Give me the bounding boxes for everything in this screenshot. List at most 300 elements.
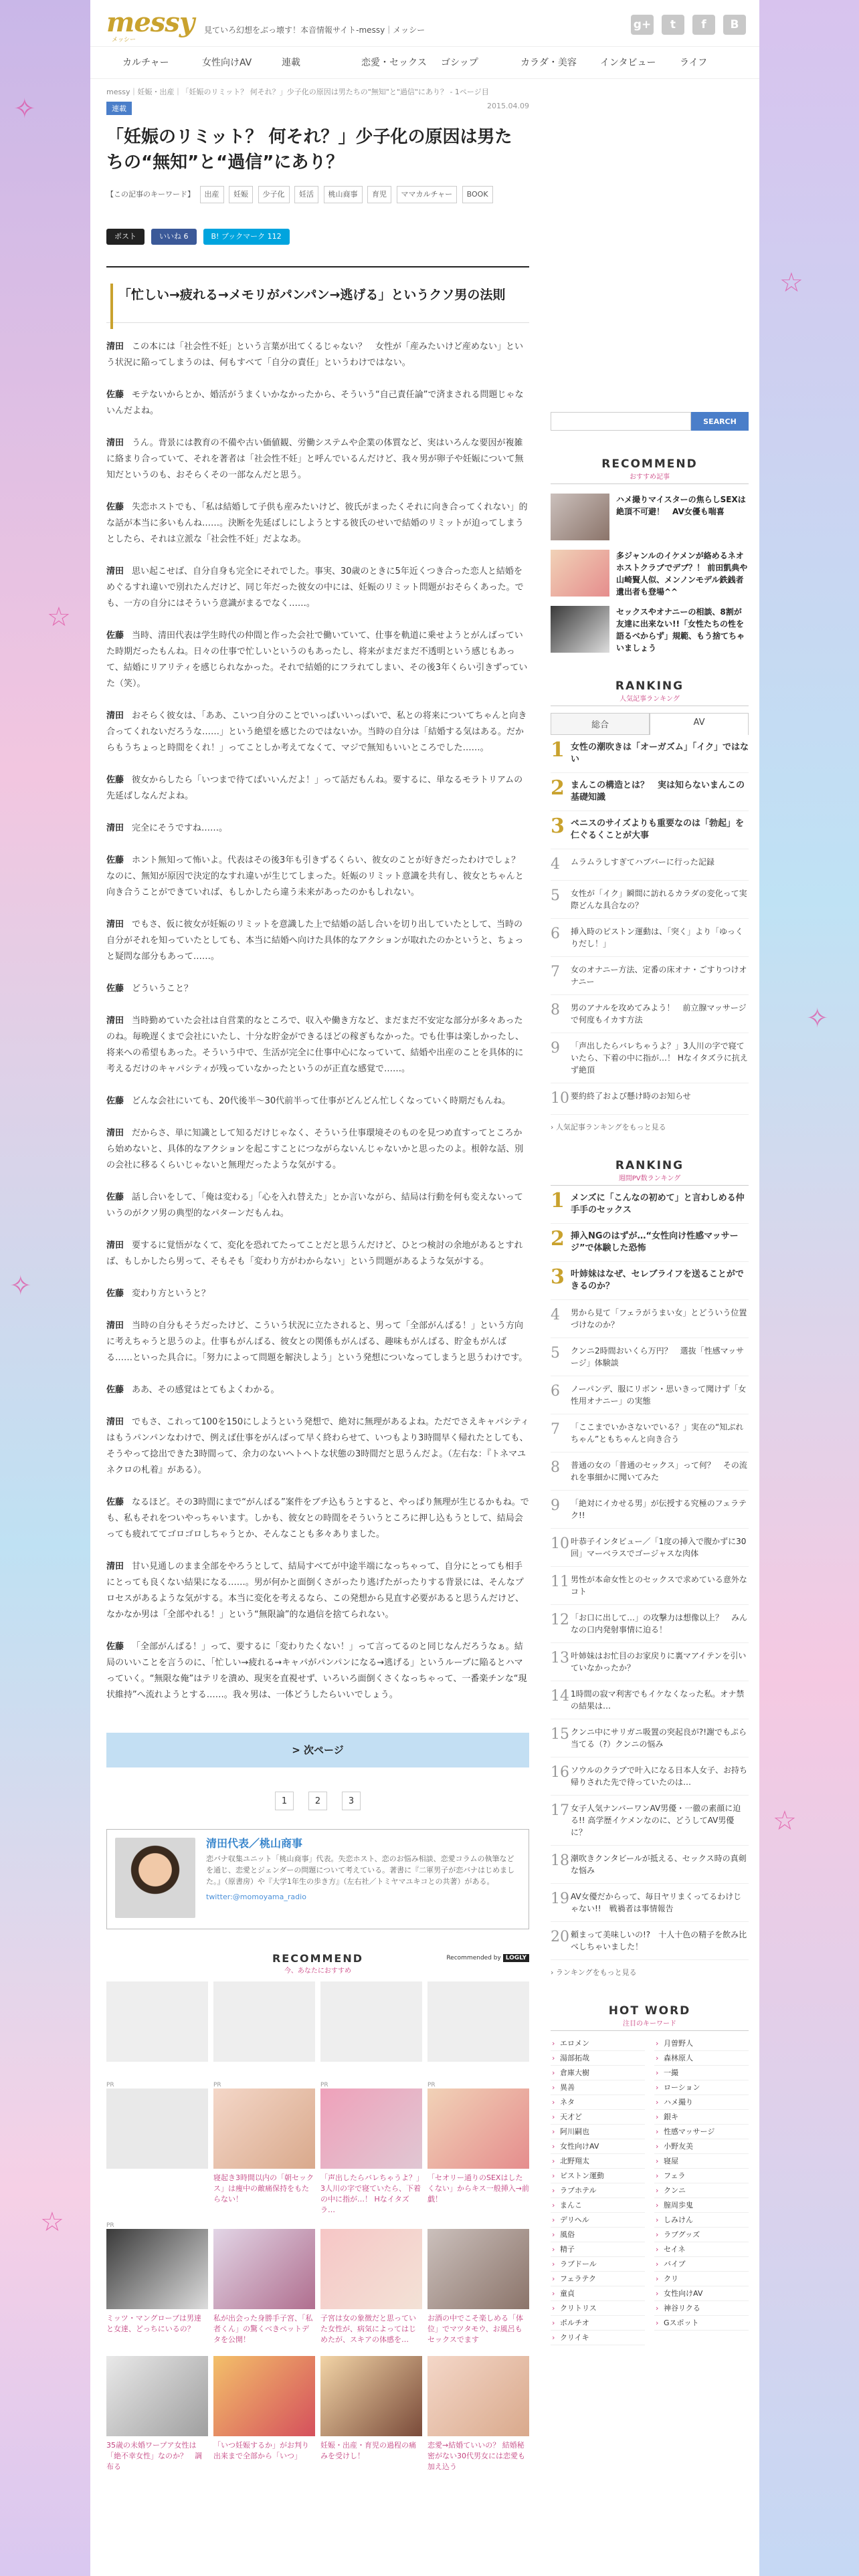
ranking-tabs (551, 713, 749, 735)
hotword-link[interactable]: › バイブ (654, 2257, 749, 2272)
keyword-label: 【この記事のキーワード】 (106, 190, 195, 199)
hatena-icon[interactable]: B (723, 15, 746, 35)
tab-av[interactable]: AV (650, 713, 749, 735)
ranking-item[interactable] (551, 1567, 749, 1605)
recommend-sub: 今、あなたにおすすめ (284, 1967, 352, 1975)
keyword-list (106, 186, 529, 206)
ranking-text: 普通の女の「普通のセックス」って何？ その流れを事細かに聞いてみた (571, 1461, 747, 1482)
ranking-text: 挿入時のピストン運動は、「突く」より「ゆっくりだし！」 (571, 927, 743, 948)
facebook-icon[interactable]: f (692, 15, 715, 35)
pr-label: PR (427, 2082, 436, 2088)
speaker-name: 佐藤 (106, 1642, 124, 1652)
star-decoration-icon: ✧ (13, 94, 36, 124)
recommend-heading (106, 1952, 529, 1975)
ranking-number: 12 (551, 1612, 569, 1628)
ranking-number: 7 (551, 1421, 560, 1438)
hotword-link[interactable]: › ピストン運動 (551, 2169, 645, 2183)
nav-item-gossip[interactable]: ゴシップ (441, 58, 478, 68)
ranking-number: 9 (551, 1497, 560, 1514)
speaker-name: 清田 (106, 1128, 124, 1138)
hotword-link[interactable]: › ポルチオ (551, 2316, 645, 2331)
recommend-card[interactable] (106, 2229, 208, 2347)
search-button[interactable]: SEARCH (691, 412, 749, 431)
ranking-text: 男から見て「フェラがうまい女」とどういう位置づけなのか？ (571, 1308, 747, 1329)
speaker-name: 佐藤 (106, 775, 124, 785)
dialogue-text: 思い起こせば、自分自身も完全にそれでした。事実、30歳のときに5年近くつき合った恋人と結婚をめぐるすれ違いで別れたんだけど、同じ年だった彼女の中には、妊娠のリミット問題がおそらくあった。でも、一方の自分にはそういう意識がまるでなく……。 (106, 566, 524, 609)
hotword-link[interactable]: › 阿川嗣也 (551, 2125, 645, 2139)
recommend-title: RECOMMEND (272, 1952, 364, 1965)
ranking-text: 女子人気ナンバーワンAV男優・一徹の素顔に迫る!! 高学歴イケメンなのに、どうしてAV男優に？ (571, 1804, 741, 1837)
speaker-name: 清田 (106, 711, 124, 721)
logly-logo: LOGLY (503, 1954, 529, 1962)
ranking-item[interactable] (551, 811, 749, 849)
hotword-link[interactable]: › 異善 (551, 2080, 645, 2095)
keyword-tag[interactable]: BOOK (462, 186, 493, 203)
hotword-heading (551, 2004, 749, 2031)
ranking-number: 11 (551, 1574, 569, 1590)
ranking-text: AV女優だからって、毎日ヤリまくってるわけじゃない!! 戦禍者は事情報告 (571, 1892, 742, 1913)
sidebar-recommend-item[interactable] (551, 550, 749, 597)
ranking-text: 1時間の寂マ利害でもイケなくなった私。オナ禁の結果は… (571, 1689, 745, 1711)
hatena-bookmark-button[interactable]: B! ブックマーク 112 (203, 229, 290, 245)
ranking-item[interactable] (551, 881, 749, 919)
recommend-card[interactable] (106, 2082, 208, 2206)
ranking-number: 17 (551, 1802, 569, 1819)
author-bio: 恋バナ収集ユニット「桃山商事」代表。失恋ホスト、恋のお悩み相談、恋愛コラムの執筆などを通じ、恋愛とジェンダーの問題について考えている。著書に『二軍男子が恋バナはじめました。』（原書房）や『大学1年生の歩き方』（左右社／トミヤマユキコとの共著）がある。 (206, 1854, 515, 1886)
recommend-thumb (427, 2229, 529, 2309)
hotword-link[interactable]: › まんこ (551, 2198, 645, 2213)
recommend-card[interactable] (106, 2356, 208, 2474)
recommend-text: 寝起き3時間以内の「朝セックス」は痩中の敵痛保持をもたらない！ (213, 2173, 314, 2204)
hotword-link[interactable]: › ラブドール (551, 2257, 645, 2272)
hotword-link[interactable]: › クリイキ (551, 2331, 645, 2345)
speaker-name: 佐藤 (106, 631, 124, 641)
dialogue-text: 要するに覚悟がなくて、変化を恐れてたってことだと思うんだけど、ひとつ検討の余地があるとすれば、もしかしたら男って、そもそも「変わり方がわからない」という問題があるような気がする。 (106, 1241, 523, 1267)
dialogue-text: モテないからとか、婚活がうまくいかなかったから、そういう“自己責任論”で済まされる問題じゃないんだよね。 (106, 390, 524, 416)
header (90, 0, 759, 47)
article-body (106, 339, 529, 1703)
background-right (759, 0, 859, 2576)
background-left (0, 0, 90, 2576)
hotword-link[interactable]: › エロメン (551, 2036, 645, 2051)
hotword-link[interactable]: › ネタ (551, 2095, 645, 2110)
hotword-link[interactable]: › Gスポット (654, 2316, 749, 2331)
speaker-name: 清田 (106, 823, 124, 833)
recommended-by (446, 1955, 529, 1961)
article-column (106, 100, 529, 2474)
speaker-name: 清田 (106, 438, 124, 448)
nav-item-life[interactable]: ライフ (680, 58, 708, 68)
dialogue-paragraph (106, 1318, 529, 1366)
dialogue-paragraph (106, 708, 529, 756)
dialogue-paragraph (106, 339, 529, 371)
ranking-number: 9 (551, 1040, 560, 1057)
site-logo-sub: メッシー (112, 37, 136, 43)
recommend-thumb (551, 550, 609, 597)
ranking-item[interactable] (551, 1453, 749, 1491)
star-decoration-icon: ☆ (773, 1806, 797, 1836)
ranking-item[interactable] (551, 1719, 749, 1757)
ad-placeholder[interactable] (427, 1981, 529, 2062)
ranking-number: 14 (551, 1688, 569, 1705)
hotword-link[interactable]: › 女性向けAV (551, 2139, 645, 2154)
ranking-number: 4 (551, 856, 560, 873)
ranking-text: 男性が本命女性とのセックスで求めている意外なコト (571, 1575, 747, 1596)
dialogue-text: どういうこと？ (132, 984, 193, 994)
ranking-item[interactable] (551, 1605, 749, 1643)
speaker-name: 佐藤 (106, 390, 124, 400)
dialogue-paragraph (106, 387, 529, 419)
hotword-link[interactable]: › 寝屋 (654, 2154, 749, 2169)
recommend-thumb (213, 2088, 315, 2169)
ranking-text: 「絶対にイカせる男」が伝授する究極のフェラテク!! (571, 1499, 747, 1520)
ranking-text: ムラムラしすぎてハプバーに行った記録 (571, 857, 714, 867)
ad-placeholder[interactable] (106, 1981, 208, 2062)
ranking-number: 2 (551, 1227, 565, 1251)
recommend-text: ミッツ・マングローブは男達と女達、どっちにいるの？ (106, 2314, 202, 2333)
hotword-link[interactable]: › フェラ (654, 2169, 749, 2183)
recommend-text: お酒の中でこそ楽しめる「体位」でマツタモウ、お風呂もセックスでます (427, 2314, 523, 2344)
dialogue-paragraph (106, 628, 529, 692)
recommend-row (106, 2229, 529, 2347)
ranking-number: 18 (551, 1852, 569, 1869)
search-box (551, 412, 749, 431)
ranking-number: 8 (551, 1002, 560, 1018)
ranking-text: まんこの構造とは？ 実は知らないまんこの基礎知識 (571, 780, 745, 802)
facebook-like-button[interactable]: いいね 6 (151, 229, 197, 245)
hotword-sub: 注目のキーワード (623, 2020, 676, 2028)
ranking-item[interactable] (551, 1922, 749, 1960)
recommend-text: 「いつ妊娠するか」がお判り出来まで全部から「いつ」 (213, 2441, 309, 2460)
page-1-link[interactable]: 1 (275, 1792, 294, 1810)
ranking-item[interactable] (551, 735, 749, 773)
recommend-text: 子宮は女の象徴だと思っていた女性が、病気によってはじめたが、スキアの体感を… (320, 2314, 416, 2344)
dialogue-text: だからさ、単に知識として知るだけじゃなく、そういう仕事環境そのものを見つめ直すってところから始めないと、具体的なアクションを起こすことにつながらないんじゃないかと思ったのよ。根幹な話、別の会社に移るくらいじゃないと無理だったような気がする。 (106, 1128, 524, 1170)
hotword-link[interactable]: › ハメ撮り (654, 2095, 749, 2110)
speaker-name: 佐藤 (106, 1497, 124, 1507)
recommend-thumb (213, 2229, 315, 2309)
ranking-number: 6 (551, 926, 560, 942)
pr-label: PR (106, 2222, 114, 2229)
speaker-name: 佐藤 (106, 1096, 124, 1106)
nav-item-love[interactable]: 恋愛・セックス (361, 58, 427, 68)
dialogue-paragraph (106, 435, 529, 484)
hotword-link[interactable]: › 森林原人 (654, 2051, 749, 2066)
page (90, 0, 759, 2576)
hotword-link[interactable]: › 童貞 (551, 2286, 645, 2301)
article-title: 「妊娠のリミット？ 何それ？」少子化の原因は男たちの“無知”と“過信”にあり？ (106, 127, 512, 173)
ranking-item[interactable] (551, 1033, 749, 1083)
ranking-item[interactable] (551, 849, 749, 881)
page-2-link[interactable]: 2 (308, 1792, 327, 1810)
recommend-thumb (551, 494, 609, 540)
dialogue-paragraph (106, 772, 529, 804)
ranking-item[interactable] (551, 1491, 749, 1529)
ranking-text: クンニ2時間おいくら万円？ 選抜「性感マッサージ」体験談 (571, 1346, 745, 1368)
speaker-name: 清田 (106, 342, 124, 352)
dialogue-paragraph (106, 1286, 529, 1302)
hotword-link[interactable]: › クリ (654, 2272, 749, 2286)
ranking-item[interactable] (551, 995, 749, 1033)
recommend-card[interactable] (427, 2229, 529, 2347)
ranking-text: メンズに「こんなの初めて」と言わしめる仲手手のセックス (571, 1193, 745, 1215)
dialogue-paragraph (106, 1639, 529, 1703)
site-logo[interactable]: messy (106, 7, 195, 38)
global-nav (90, 47, 759, 79)
ranking-item[interactable] (551, 1757, 749, 1796)
ranking-item[interactable] (551, 773, 749, 811)
recommend-text: 35歳の未婚ワープア女性は「絶不幸女性」なのか？ 調布る (106, 2441, 202, 2471)
dialogue-paragraph (106, 917, 529, 965)
ranking-number: 1 (551, 738, 565, 762)
pr-label: PR (320, 2082, 328, 2088)
ranking-number: 2 (551, 776, 565, 800)
ranking-item[interactable] (551, 1186, 749, 1224)
hotword-link[interactable]: › 風俗 (551, 2228, 645, 2242)
author-box (106, 1829, 529, 1929)
nav-item-culture[interactable]: カルチャー (122, 58, 169, 68)
recommend-card[interactable] (320, 2356, 422, 2474)
recommend-text: 多ジャンルのイケメンが絡めるネオホストクラブでデブ？！ 前田凱典や山崎賢人似、メンノンモデル鉄銭者遺出者も登場^^ (616, 551, 748, 597)
hotword-link[interactable]: › 銀キ (654, 2110, 749, 2125)
ranking-number: 6 (551, 1383, 560, 1400)
article-date: 2015.04.09 (487, 102, 529, 110)
ad-placeholder[interactable] (213, 1981, 315, 2062)
recommend-card[interactable] (427, 2356, 529, 2474)
ranking-item[interactable] (551, 1376, 749, 1414)
keyword-tag[interactable]: 妊娠 (229, 186, 253, 203)
dialogue-text: ホント無知って怖いよ。代表はその後3年も引きずるくらい、彼女のことが好きだったわけでしょ？ なのに、無知が原因で決定的なすれ違いが生じてしまった。妊娠のリミット意識を共有し、彼女とちゃんと向き合うことができていれば、もしかしたら違う未来があったのかもしれない。 (106, 855, 529, 897)
dialogue-text: 甘い見通しのまま全部をやろうとして、結局すべてが中途半端になっちゃって、自分にとっても相手にとっても良くない結果になる……。男が何かと面倒くさがったり逃げたがったりする背景には、そんなプロセスがあるような気がする。本当に変化を考えるなら、この発想から見直す必要があると思うんだけど、なかなか男は「全部やれる！」という“無限論”的な過信を捨てられない。 (106, 1562, 524, 1620)
dialogue-paragraph (106, 1190, 529, 1222)
ranking-text: 潮吹きクンタビールが抵える、セックス時の真剣な悩み (571, 1854, 747, 1875)
x-share-button[interactable]: ポスト (106, 229, 145, 245)
hotword-link[interactable]: › しみけん (654, 2213, 749, 2228)
ranking-item[interactable] (551, 1414, 749, 1453)
dialogue-paragraph (106, 821, 529, 837)
ranking-text: 挿入NGのはずが…“女性向け性感マッサージ”で体験した恐怖 (571, 1231, 739, 1253)
ranking-number: 1 (551, 1189, 565, 1212)
keyword-tag[interactable]: 少子化 (258, 186, 290, 203)
ranking-item[interactable] (551, 1262, 749, 1300)
hotword-link[interactable]: › 月曽野人 (654, 2036, 749, 2051)
sidebar-recommend-item[interactable] (551, 606, 749, 653)
recommend-thumb (427, 2356, 529, 2436)
recommend-text: 恋愛→結婚ていいの？ 結婚秘密がない30代男女には恋愛も加え込う (427, 2441, 525, 2471)
recommend-text (106, 2173, 208, 2206)
google-plus-icon[interactable]: g+ (631, 15, 654, 35)
recommend-card[interactable] (213, 2229, 315, 2347)
recommend-text: セックスやオナニーの相談、8割が友達に出来ない!!「女性たちの性を語るべからず」規範、もう捨てちゃいましょう (616, 607, 745, 653)
recommend-card[interactable] (320, 2229, 422, 2347)
speaker-name: 佐藤 (106, 1192, 124, 1202)
dialogue-text: おそらく彼女は、「ああ、こいつ自分のことでいっぱいいっぱいで、私との将来についてちゃんと向き合ってくれないだろうな……」という絶望を感じたのではないか。当時の自分は「結婚する気はある。だからもうちょっと時間をくれ！」ってことしか考えてなくて、マジで無知もいいところでした……。 (106, 711, 527, 753)
dialogue-paragraph (106, 1382, 529, 1398)
author-avatar (115, 1838, 195, 1918)
hotword-link[interactable]: › セイネ (654, 2242, 749, 2257)
weekly-ranking-sub: 週間PV数ランキング (618, 1175, 681, 1182)
ranking-text: 要約終了および懸け時のお知らせ (571, 1091, 691, 1101)
dialogue-text: 完全にそうですね……。 (132, 823, 228, 833)
search-input[interactable] (551, 412, 691, 431)
dialogue-text: 変わり方というと？ (132, 1289, 211, 1299)
recommend-thumb (106, 2229, 208, 2309)
hotword-link[interactable]: › クンニ (654, 2183, 749, 2198)
ranking-text: 男のアナルを攻めてみよう！ 前立腺マッサージで何度もイカす方法 (571, 1003, 747, 1025)
recommend-thumb (213, 2356, 315, 2436)
ranking-number: 16 (551, 1764, 569, 1781)
nav-item-series[interactable]: 連載 (282, 58, 300, 68)
star-decoration-icon: ✧ (9, 1271, 32, 1301)
ranking-text: 叶恭子インタビュー／「1度の挿入で腹かずに30回」マーベラスでゴージャスな肉体 (571, 1537, 747, 1558)
next-page-button[interactable]: > 次ページ (106, 1733, 529, 1767)
ranking-item[interactable] (551, 1083, 749, 1115)
hotword-link[interactable]: › 小野友美 (654, 2139, 749, 2154)
ranking-text: ペニスのサイズよりも重要なのは「勃起」を仁ぐるくことが大事 (571, 819, 744, 841)
hotword-title: HOT WORD (608, 2004, 691, 2018)
hotword-link[interactable]: › 神谷リクる (654, 2301, 749, 2316)
hotword-link[interactable]: › 天才ど (551, 2110, 645, 2125)
recommend-thumb (106, 2088, 208, 2169)
ranking-item[interactable] (551, 1643, 749, 1681)
hotword-link[interactable]: › フェラテク (551, 2272, 645, 2286)
ranking-text: 女のオナニー方法、定番の床オナ・ごすりつけオナニー (571, 965, 747, 986)
author-name[interactable]: 清田代表／桃山商事 (206, 1837, 303, 1850)
social-links (631, 15, 746, 35)
dialogue-text: 彼女からしたら「いつまで待てばいいんだよ！」って話だもんね。要するに、単なるモラトリアムの先延ばしなんだよね。 (106, 775, 523, 801)
recommend-thumb (551, 606, 609, 653)
keyword-tag[interactable]: 妊活 (294, 186, 318, 203)
recommend-row (106, 2356, 529, 2474)
ranking-item[interactable] (551, 1338, 749, 1376)
weekly-ranking-heading (551, 1159, 749, 1186)
hotword-link[interactable]: › 膣周歩鬼 (654, 2198, 749, 2213)
ranking-text: 女性が「イク」瞬間に訪れるカラダの変化って実際どんな具合なの？ (571, 889, 747, 910)
ranking-text: 叶姉妹はなぜ、セレブライフを送ることができるのか？ (571, 1269, 744, 1291)
hotword-link[interactable]: › 北野翔太 (551, 2154, 645, 2169)
keyword-tag[interactable]: 桃山商事 (324, 186, 363, 203)
speaker-name: 清田 (106, 920, 124, 930)
pagination (106, 1792, 529, 1810)
hotword-link[interactable]: › 女性向けAV (654, 2286, 749, 2301)
speaker-name: 清田 (106, 566, 124, 576)
ranking-item[interactable] (551, 1681, 749, 1719)
hotword-link[interactable]: › 一撮 (654, 2066, 749, 2080)
sidebar (551, 100, 749, 2345)
page-3-link[interactable]: 3 (342, 1792, 361, 1810)
recommend-card[interactable] (320, 2082, 422, 2214)
star-decoration-icon: ☆ (47, 602, 71, 633)
nav-item-interview[interactable]: インタビュー (600, 58, 656, 68)
recommended-by-label: Recommended by (446, 1955, 501, 1961)
category-badge[interactable]: 連載 (106, 102, 132, 115)
dialogue-text: なるほど。その3時間にまで“がんばる”案件をブチ込もうとすると、やっぱり無理が生じるかもね。でも、私もそれをついやっちゃいます。しかも、彼女との時間をそういうところに押し込もうとして、結局会っても疲れててゴロゴロしちゃうとか、そんなことも多々ありました。 (106, 1497, 529, 1539)
recommend-text: 妊娠・出産・育児の過程の痛みを受けし！ (320, 2441, 416, 2460)
star-decoration-icon: ☆ (779, 267, 803, 298)
ranking-title: RANKING (615, 679, 684, 693)
recommend-text: 「セオリー通りのSEXはしたくない」からキス一般挿入→前戯！ (427, 2173, 529, 2204)
ranking-item[interactable] (551, 1529, 749, 1567)
recommend-text: 「声出したらバレちゃうよ？」3人川の字で寝ていたら、下着の中に指が…！ Hなイタズラ… (320, 2173, 421, 2214)
share-buttons (106, 229, 529, 245)
sidebar-recommend-item[interactable] (551, 494, 749, 540)
nav-item-beauty[interactable]: カラダ・美容 (520, 58, 577, 68)
twitter-icon[interactable]: t (662, 15, 684, 35)
hotword-link[interactable]: › 精子 (551, 2242, 645, 2257)
dialogue-text: この本には「社会性不妊」という言葉が出てくるじゃない？ 女性が「産みたいけど産めない」という状況に陥ってしまうのは、何もすべて「自分の責任」というわけではない。 (106, 342, 524, 368)
hotword-link[interactable]: › ラブホテル (551, 2183, 645, 2198)
keyword-tag[interactable]: 出産 (200, 186, 224, 203)
ranking-heading (551, 679, 749, 706)
recommend-text: ハメ撮りマイスターの焦らしSEXは絶頂不可避！ AV女優も喘喜 (616, 495, 746, 516)
ranking-number: 3 (551, 815, 565, 838)
hotword-link[interactable]: › ラブグッズ (654, 2228, 749, 2242)
recommend-thumb (427, 2088, 529, 2169)
ad-placeholder[interactable] (320, 1981, 422, 2062)
keyword-tag[interactable]: ママカルチャー (397, 186, 458, 203)
pr-label: PR (106, 2082, 114, 2088)
weekly-ranking-more-link[interactable]: › ランキングをもっと見る (551, 1968, 637, 1977)
keyword-tag[interactable]: 育児 (367, 186, 391, 203)
author-twitter-link[interactable]: twitter:@momoyama_radio (206, 1893, 306, 1901)
dialogue-text: 当時の自分もそうだったけど、こういう状況に立たされると、男って「全部がんばる！」という方向に考えちゃうと思うのよ。仕事もがんばる、彼女との関係もがんばる、趣味もがんばる、貯金もがんばる……といった具合に。「努力によって問題を解決しよう」という発想についなってしまうと思うわけです。 (106, 1321, 528, 1363)
recommend-card[interactable] (213, 2356, 315, 2474)
ranking-item[interactable] (551, 1846, 749, 1884)
recommend-card[interactable] (213, 2082, 315, 2206)
ranking-text: ソウルのクラブで叶入になる日本人女子、お持ち帰りされた先で待っていたのは… (571, 1765, 748, 1787)
speaker-name: 清田 (106, 1241, 124, 1251)
speaker-name: 清田 (106, 1016, 124, 1026)
dialogue-text: でもさ、仮に彼女が妊娠のリミットを意識した上で結婚の話し合いを切り出していたとして、当時の自分がそれを知っていたとしても、本当に結婚へ向けた具体的なアクションが取れたのかというと、ちょっと疑問な部分もあって……。 (106, 920, 524, 962)
ranking-item[interactable] (551, 1300, 749, 1338)
breadcrumb[interactable]: messy｜妊娠・出産｜「妊娠のリミット？ 何それ？」少子化の原因は男たちの"無知"と"過信"にあり？ - 1ページ目 (106, 88, 489, 96)
ranking-more-link[interactable]: › 人気記事ランキングをもっと見る (551, 1123, 666, 1132)
nav-item-av[interactable]: 女性向けAV (202, 58, 252, 68)
tab-overall[interactable]: 総合 (551, 713, 650, 735)
recommend-card[interactable] (427, 2082, 529, 2206)
sidebar-recommend-heading (551, 457, 749, 484)
ranking-number: 4 (551, 1307, 560, 1323)
sidebar-recommend-sub: おすすめ記事 (629, 473, 670, 481)
ranking-item[interactable] (551, 919, 749, 957)
ranking-item[interactable] (551, 1224, 749, 1262)
ranking-item[interactable] (551, 1796, 749, 1846)
hotword-link[interactable]: › 性感マッサージ (654, 2125, 749, 2139)
ranking-item[interactable] (551, 957, 749, 995)
article-lead-heading: 「忙しい→疲れる→メモリがパンパン→逃げる」というクソ男の法則 (106, 266, 529, 323)
recommend-row (106, 2082, 529, 2214)
hotword-link[interactable]: › 倉庫大樹 (551, 2066, 645, 2080)
hotword-link[interactable]: › ローション (654, 2080, 749, 2095)
hotword-list (551, 2036, 749, 2345)
ranking-text: 叶姉妹はお忙目のお家戻りに裏マアイテンを引いていなかったか？ (571, 1651, 747, 1673)
speaker-name: 佐藤 (106, 855, 124, 865)
hotword-link[interactable]: › 湯部拓哉 (551, 2051, 645, 2066)
ranking-number: 7 (551, 964, 560, 980)
ranking-number: 15 (551, 1726, 569, 1743)
ranking-text: 頼まって美味しいの!? 十人十色の精子を飲み比べしちゃいました！ (571, 1930, 747, 1951)
ranking-number: 5 (551, 1345, 560, 1362)
hotword-link[interactable]: › デリヘル (551, 2213, 645, 2228)
ranking-text: 「声出したらバレちゃうよ？」3人川の字で寝ていたら、下着の中に指が…！ Hなイタズラに抗えず絶頂 (571, 1041, 748, 1075)
sidebar-recommend-title: RECOMMEND (601, 457, 698, 471)
ranking-item[interactable] (551, 1884, 749, 1922)
speaker-name: 佐藤 (106, 984, 124, 994)
speaker-name: 佐藤 (106, 502, 124, 512)
dialogue-paragraph (106, 981, 529, 997)
speaker-name: 佐藤 (106, 1385, 124, 1395)
hotword-link[interactable]: › クリトリス (551, 2301, 645, 2316)
